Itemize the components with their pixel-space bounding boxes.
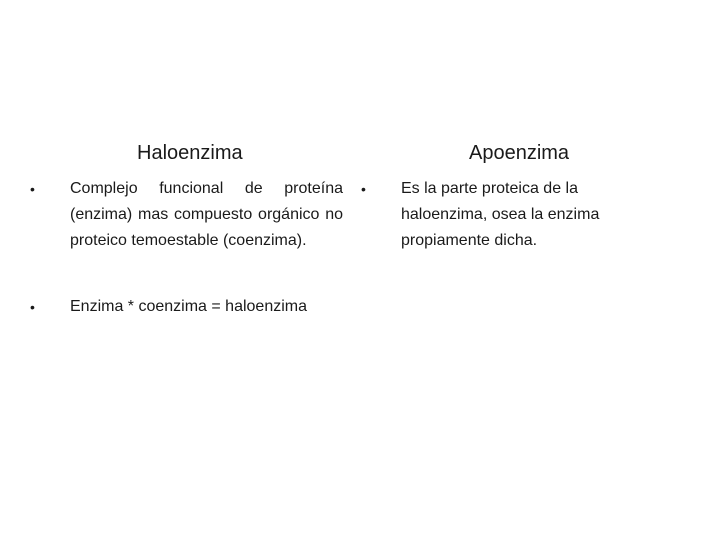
bullet-text: Es la parte proteica de la haloenzima, osea la enzima propiamente dicha. (401, 180, 600, 249)
bullet-text: Complejo funcional de proteína (enzima) mas compuesto orgánico no proteico temoestable (coenzima). (70, 180, 343, 249)
apoenzima-heading: Apoenzima (469, 142, 570, 164)
bullet-item (30, 294, 343, 320)
apoenzima-bullet-list (361, 176, 641, 254)
bullet-item (30, 176, 343, 254)
bullet-marker: • (30, 181, 35, 197)
haloenzima-heading: Haloenzima (137, 142, 243, 164)
bullet-marker: • (361, 181, 366, 197)
bullet-text: Enzima * coenzima = haloenzima (70, 298, 308, 315)
haloenzima-bullet-list (30, 176, 343, 320)
bullet-item (361, 176, 641, 254)
bullet-marker: • (30, 299, 35, 315)
